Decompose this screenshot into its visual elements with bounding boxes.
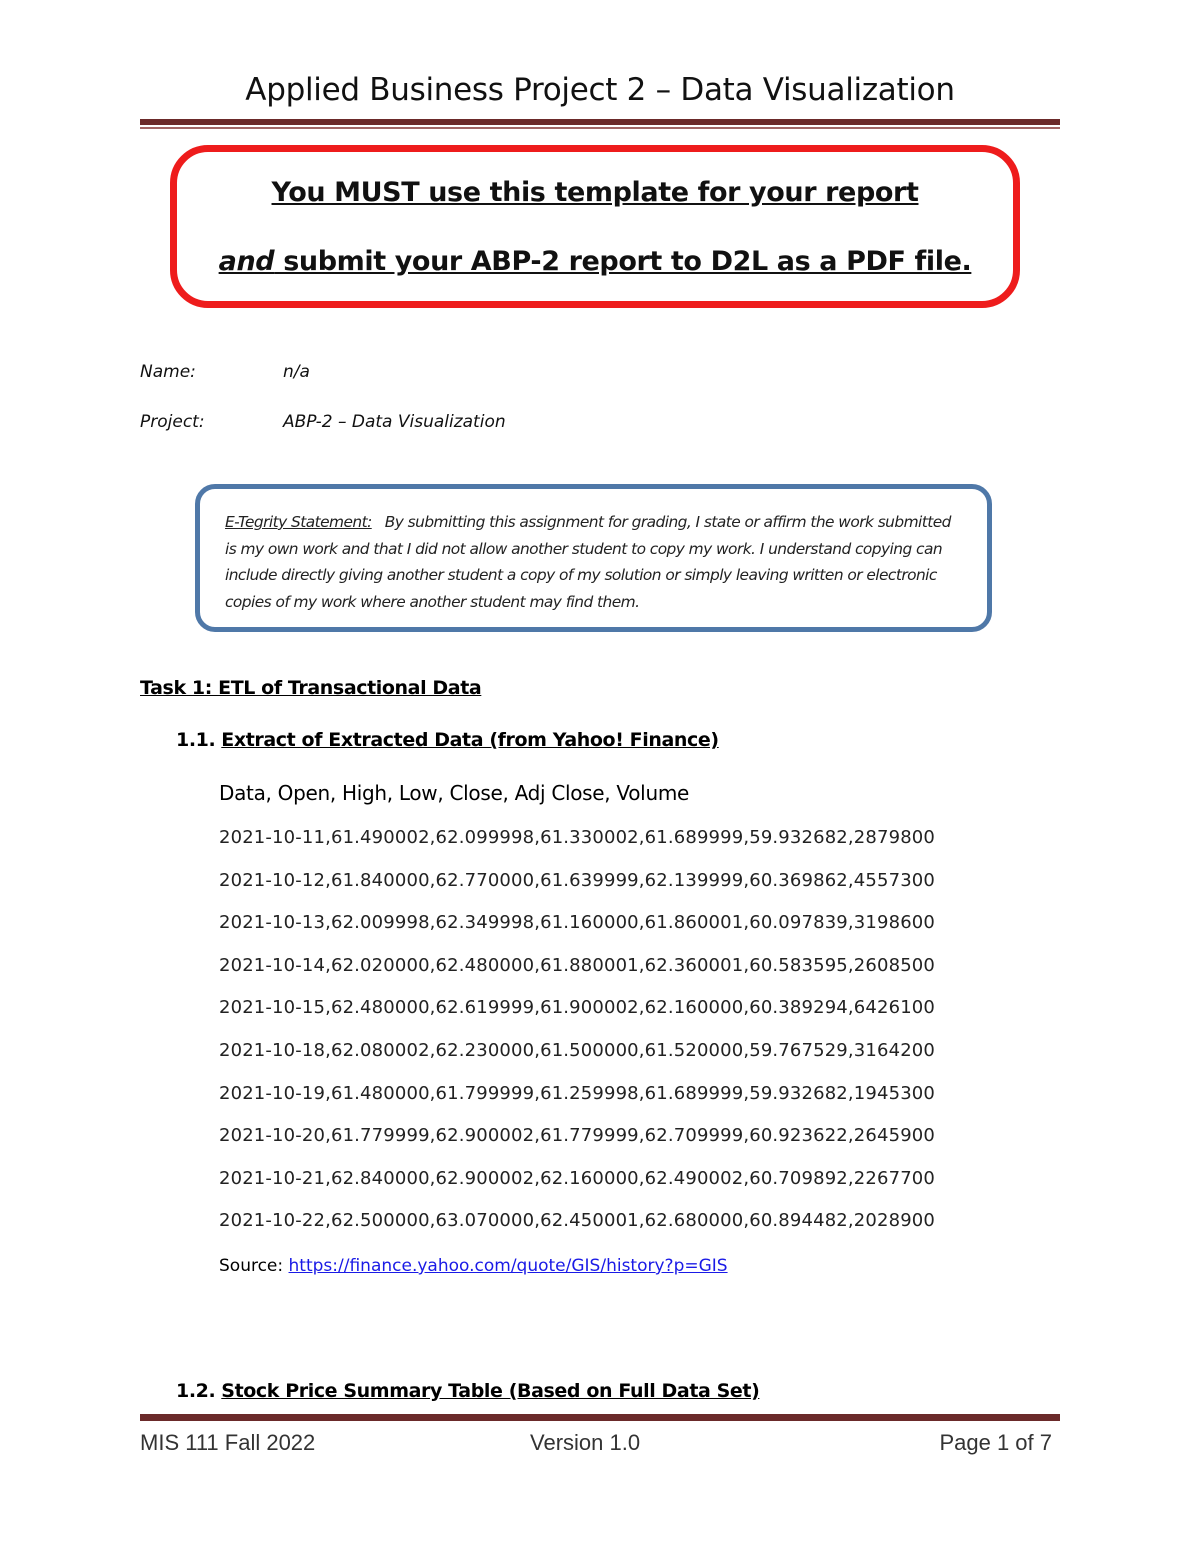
csv-data-list [219, 826, 935, 1252]
footer-page-number: Page 1 of 7 [939, 1430, 1052, 1455]
section-title: Extract of Extracted Data (from Yahoo! Finance) [221, 729, 719, 751]
notice-emphasis: and [218, 246, 275, 277]
project-label: Project: [140, 412, 205, 432]
csv-row: 2021-10-21,62.840000,62.900002,62.160000,62.490002,60.709892,2267700 [219, 1167, 935, 1189]
csv-row: 2021-10-14,62.020000,62.480000,61.880001,62.360001,60.583595,2608500 [219, 954, 935, 976]
project-value: ABP-2 – Data Visualization [283, 412, 506, 432]
task-1-heading: Task 1: ETL of Transactional Data [140, 677, 482, 699]
etegrity-label: E-Tegrity Statement: [225, 513, 372, 531]
page-title: Applied Business Project 2 – Data Visualization [245, 72, 955, 108]
notice-line-2-text: submit your ABP-2 report to D2L as a PDF file. [274, 246, 972, 277]
source-link[interactable]: https://finance.yahoo.com/quote/GIS/history?p=GIS [288, 1256, 728, 1276]
section-1-1-heading [176, 729, 719, 751]
project-field [140, 412, 506, 432]
header-divider-thin [140, 127, 1060, 129]
csv-row: 2021-10-11,61.490002,62.099998,61.330002,61.689999,59.932682,2879800 [219, 827, 935, 848]
section-1-2-heading [176, 1380, 759, 1402]
csv-row: 2021-10-19,61.480000,61.799999,61.259998,61.689999,59.932682,1945300 [219, 1082, 935, 1104]
footer-version: Version 1.0 [530, 1430, 641, 1455]
csv-row: 2021-10-12,61.840000,62.770000,61.639999,62.139999,60.369862,4557300 [219, 869, 935, 891]
header-divider [140, 119, 1060, 125]
csv-row: 2021-10-22,62.500000,63.070000,62.450001,62.680000,60.894482,2028900 [219, 1210, 935, 1232]
csv-row: 2021-10-15,62.480000,62.619999,61.900002,62.160000,60.389294,6426100 [219, 997, 935, 1019]
etegrity-statement-box [195, 484, 992, 632]
source-citation [219, 1256, 728, 1276]
section-number: 1.1. [176, 729, 216, 751]
footer-divider [140, 1414, 1060, 1421]
csv-row: 2021-10-20,61.779999,62.900002,61.779999,62.709999,60.923622,2645900 [219, 1125, 935, 1147]
name-value: n/a [283, 362, 310, 382]
csv-row: 2021-10-18,62.080002,62.230000,61.500000,61.520000,59.767529,3164200 [219, 1039, 935, 1061]
notice-line-2 [177, 246, 1013, 277]
notice-line-1: You MUST use this template for your report [271, 177, 919, 208]
etegrity-text: By submitting this assignment for grading, I state or affirm the work submitted is my own work and that I did not allow another student to copy my work. I understand copying can include directly giving another student a copy of my solution or simply leaving written or electronic copies of my work where another student may find them. [225, 513, 951, 611]
section-title: Stock Price Summary Table (Based on Full Data Set) [221, 1380, 760, 1402]
section-number: 1.2. [176, 1380, 216, 1402]
source-label: Source: [219, 1256, 289, 1276]
template-notice-box [170, 145, 1020, 308]
csv-header-row: Data, Open, High, Low, Close, Adj Close, Volume [219, 781, 690, 805]
name-label: Name: [140, 362, 196, 382]
name-field [140, 362, 310, 382]
csv-row: 2021-10-13,62.009998,62.349998,61.160000,61.860001,60.097839,3198600 [219, 912, 935, 934]
footer-course: MIS 111 Fall 2022 [140, 1430, 316, 1455]
